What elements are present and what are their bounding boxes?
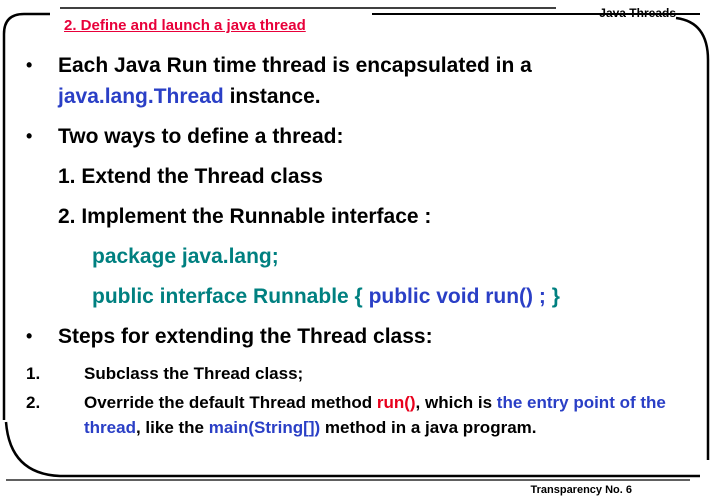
bullet-encapsulation: • Each Java Run time thread is encapsulated in a java.lang.Thread instance. xyxy=(26,50,696,112)
slide-content xyxy=(26,50,696,444)
class-name: java.lang.Thread xyxy=(58,85,224,108)
code-package-line: package java.lang; xyxy=(92,245,279,268)
bullet-two-ways: • Two ways to define a thread: xyxy=(26,121,696,152)
slide-title: 2. Define and launch a java thread xyxy=(64,17,306,34)
step-1: 1. Subclass the Thread class; xyxy=(26,364,304,383)
way-extend-thread: 1. Extend the Thread class xyxy=(58,165,323,188)
step-2: 2. Override the default Thread method run(), which is the entry point of the thread, like the main(String[]) method in a java program. xyxy=(26,393,666,437)
code-interface-line: public interface Runnable { public void run() ; } xyxy=(92,285,560,308)
bullet-steps: • Steps for extending the Thread class: xyxy=(26,321,696,352)
deck-title: Java Threads xyxy=(599,6,676,20)
way-implement-runnable: 2. Implement the Runnable interface : xyxy=(58,205,432,228)
page-number-label: Transparency No. 6 xyxy=(530,484,632,496)
